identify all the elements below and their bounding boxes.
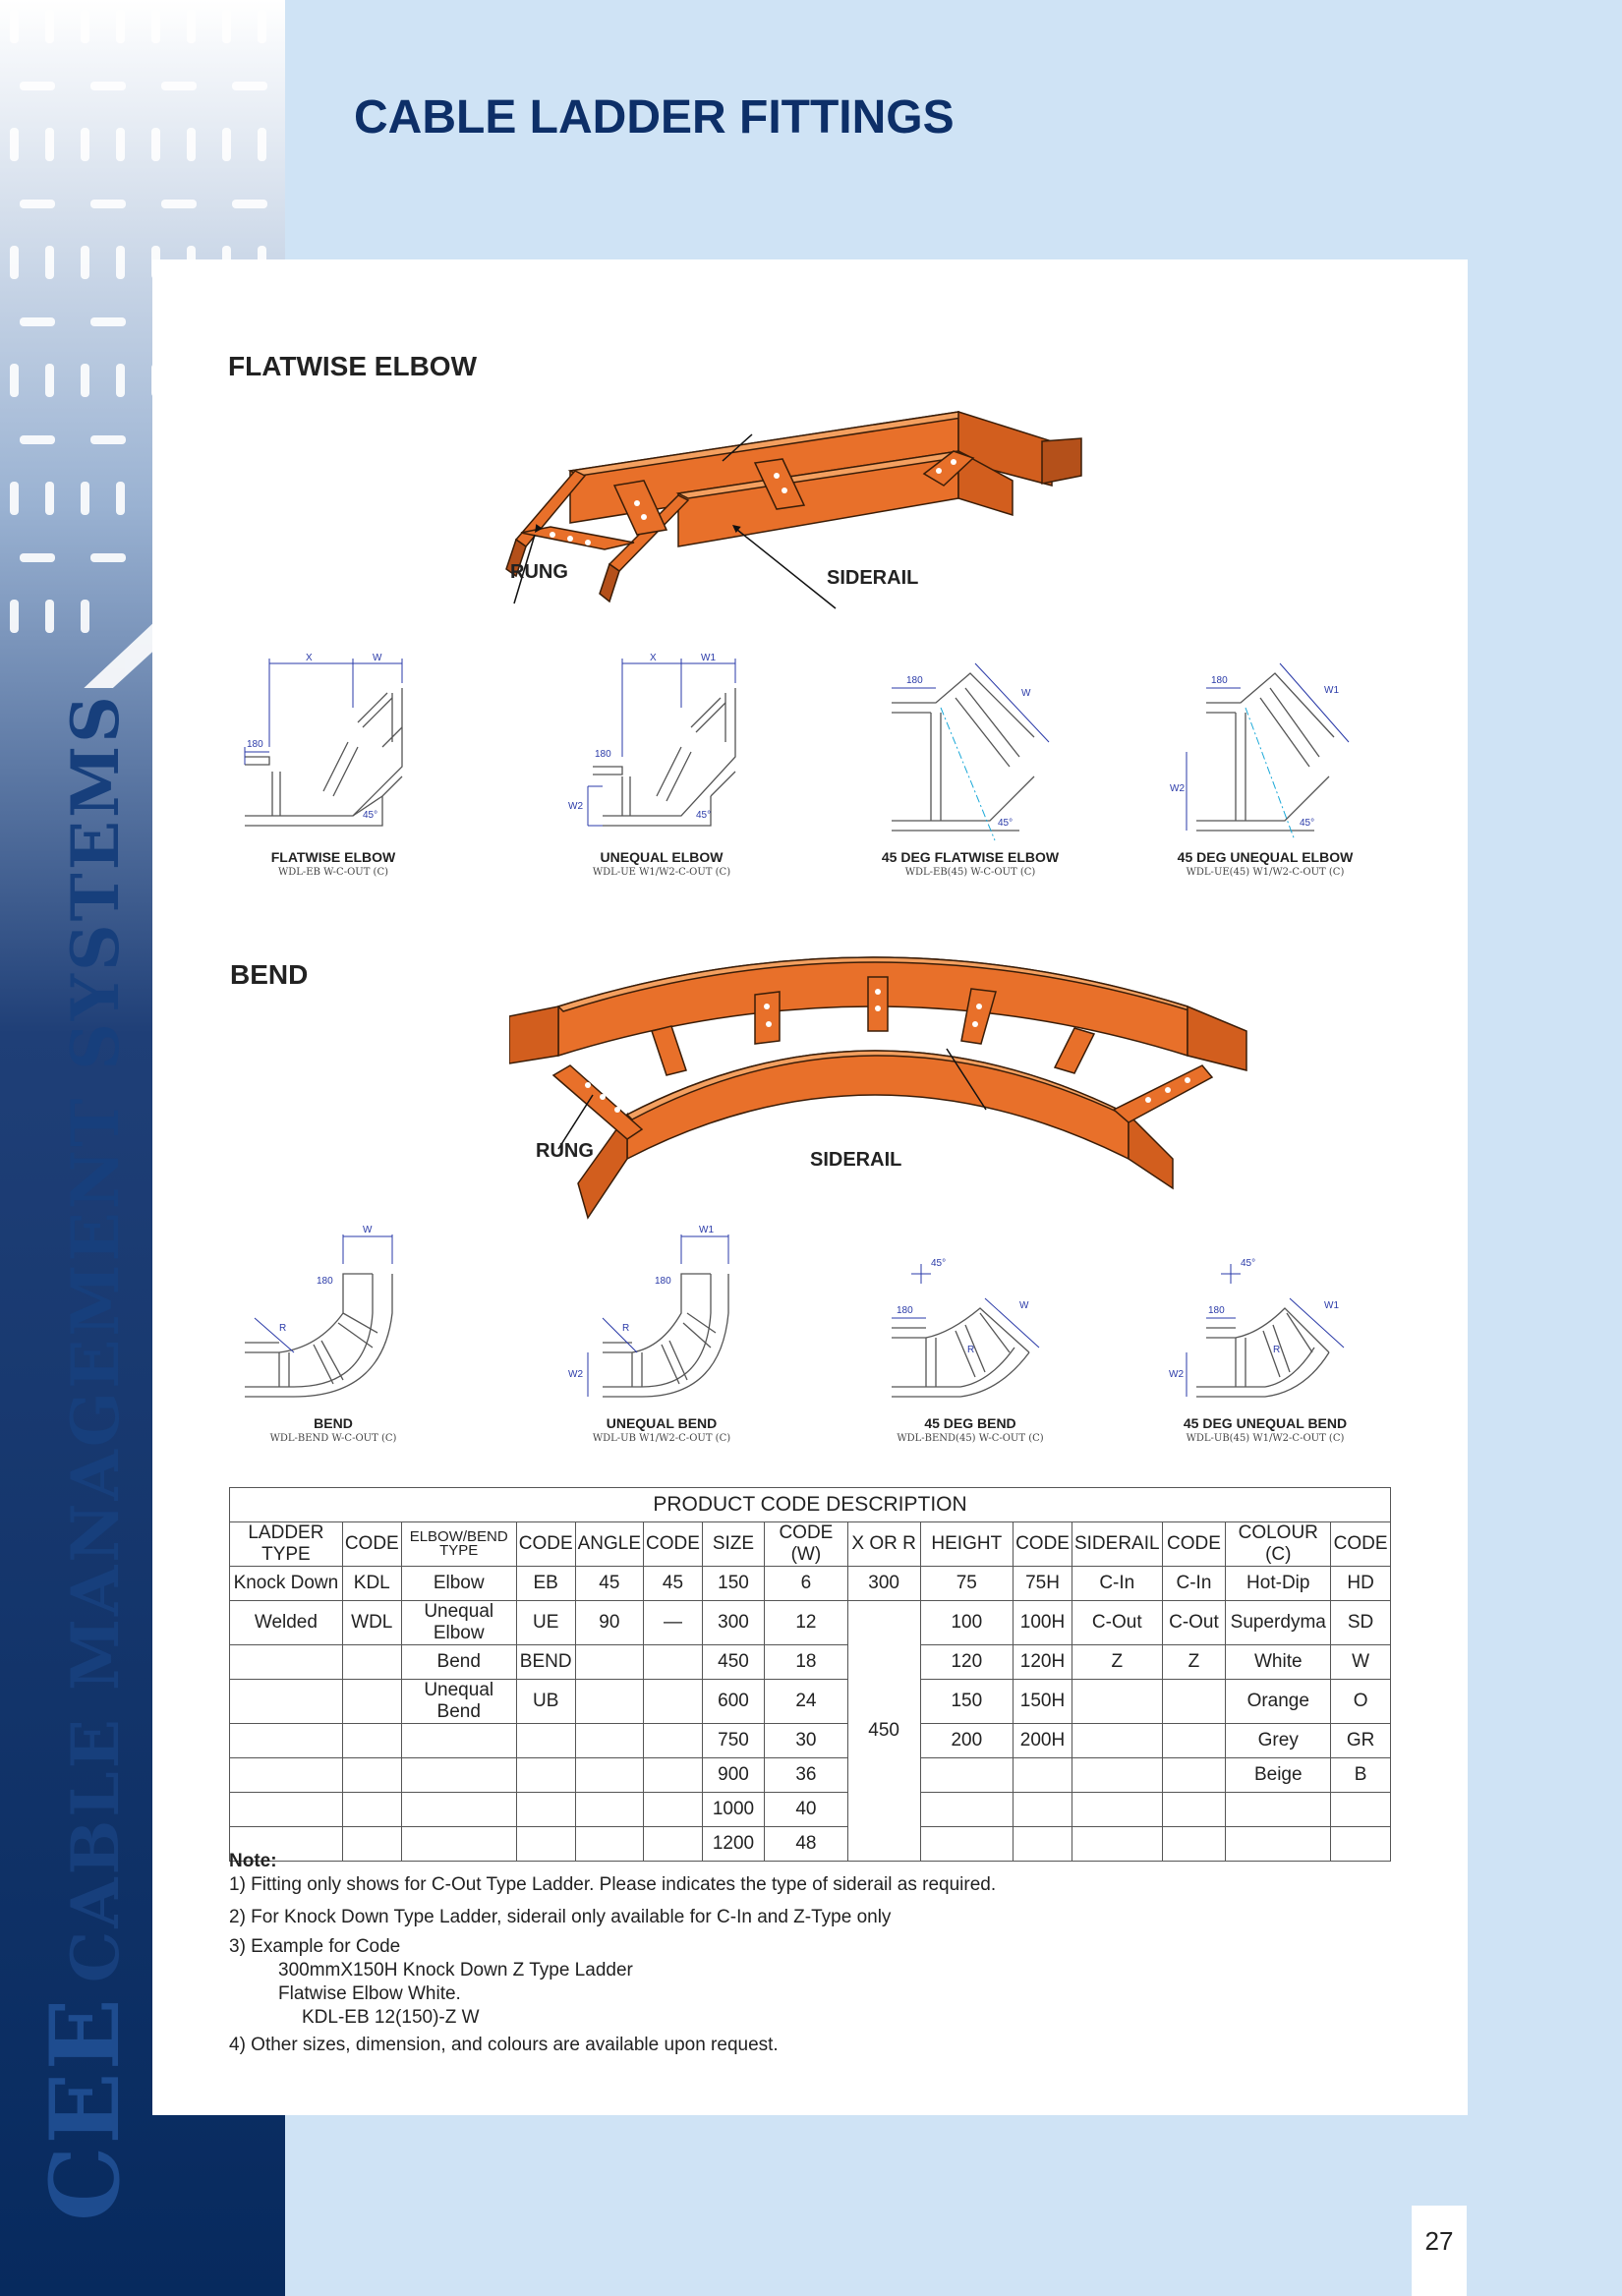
sidebar-brand (29, 693, 141, 2221)
table-cell (401, 1724, 516, 1758)
dim-w2: W2 (568, 801, 583, 812)
table-cell (401, 1793, 516, 1827)
table-cell: 600 (702, 1680, 764, 1724)
dim-w1: W1 (1324, 1300, 1339, 1311)
table-cell (1072, 1758, 1162, 1793)
table-cell: 12 (765, 1601, 848, 1645)
table-cell (516, 1758, 575, 1793)
table-cell: — (644, 1601, 703, 1645)
diagram-45-deg-flatwise-elbow (852, 649, 1088, 878)
dim-angle: 45° (696, 810, 712, 821)
merged-x-or-r-cell: 450 (847, 1601, 920, 1862)
dim-w2: W2 (1169, 1369, 1184, 1380)
dim-w: W (1019, 1300, 1029, 1311)
dim-180: 180 (247, 739, 263, 750)
notes-section (229, 1850, 1389, 2066)
table-cell: C-In (1162, 1567, 1226, 1601)
product-code-table (229, 1487, 1391, 1862)
diagram-label: BEND (314, 1415, 353, 1431)
table-cell: 45 (575, 1567, 643, 1601)
table-cell (644, 1758, 703, 1793)
note-2: 2) For Knock Down Type Ladder, siderail only available for C-In and Z-Type only (229, 1907, 892, 1927)
table-cell (575, 1680, 643, 1724)
table-cell: Beige (1226, 1758, 1331, 1793)
header-elbow-bend-type: ELBOW/BEND TYPE (401, 1522, 516, 1567)
table-cell (575, 1645, 643, 1680)
diagram-unequal-bend (544, 1215, 780, 1444)
table-cell: EB (516, 1567, 575, 1601)
dim-w: W (1021, 688, 1031, 699)
header-code-w: CODE (W) (765, 1522, 848, 1567)
unequal-bend-drawing (563, 1215, 760, 1411)
table-cell: UB (516, 1680, 575, 1724)
table-cell: Unequal Bend (401, 1680, 516, 1724)
note-3: 3) Example for Code (229, 1936, 401, 1957)
diagram-label: 45 DEG UNEQUAL ELBOW (1177, 849, 1354, 865)
dim-w: W (363, 1225, 373, 1235)
table-cell: Grey (1226, 1724, 1331, 1758)
dim-180: 180 (655, 1276, 671, 1287)
45-deg-unequal-bend-drawing (1167, 1215, 1363, 1411)
table-cell (230, 1680, 343, 1724)
table-cell (516, 1793, 575, 1827)
table-cell: 300 (847, 1567, 920, 1601)
dim-x: X (650, 653, 657, 663)
table-cell (644, 1680, 703, 1724)
header-height: HEIGHT (920, 1522, 1014, 1567)
table-cell (230, 1724, 343, 1758)
table-cell (575, 1758, 643, 1793)
header-x-or-r: X OR R (847, 1522, 920, 1567)
dim-r: R (622, 1323, 630, 1334)
table-cell: 24 (765, 1680, 848, 1724)
dim-180: 180 (317, 1276, 333, 1287)
table-cell: Unequal Elbow (401, 1601, 516, 1645)
table-cell: WDL (342, 1601, 401, 1645)
table-cell (920, 1758, 1014, 1793)
table-row (230, 1680, 1391, 1724)
section-heading-flatwise-elbow: FLATWISE ELBOW (228, 351, 477, 381)
dim-x: X (306, 653, 313, 663)
table-cell: 40 (765, 1793, 848, 1827)
table-cell: BEND (516, 1645, 575, 1680)
page-title: CABLE LADDER FITTINGS (354, 91, 955, 144)
table-row (230, 1645, 1391, 1680)
table-cell (1162, 1724, 1226, 1758)
diagram-code: WDL-EB(45) W-C-OUT (C) (904, 867, 1036, 878)
table-cell: 36 (765, 1758, 848, 1793)
page-number: 27 (1412, 2206, 1467, 2296)
header-code: CODE (1014, 1522, 1072, 1567)
table-cell: 150 (702, 1567, 764, 1601)
table-cell: 200 (920, 1724, 1014, 1758)
header-code: CODE (342, 1522, 401, 1567)
table-cell (1072, 1680, 1162, 1724)
header-colour: COLOUR (C) (1226, 1522, 1331, 1567)
dim-180: 180 (897, 1305, 913, 1316)
table-cell: 1200 (702, 1827, 764, 1862)
section-heading-bend: BEND (230, 959, 309, 990)
table-row (230, 1601, 1391, 1645)
table-cell: 1000 (702, 1793, 764, 1827)
brand-system-text: CABLE MANAGEMENT SYSTEMS (57, 693, 134, 1983)
dim-180: 180 (906, 675, 923, 686)
table-cell (644, 1724, 703, 1758)
table-cell: SD (1331, 1601, 1391, 1645)
diagram-label: 45 DEG FLATWISE ELBOW (881, 849, 1060, 865)
table-header-row (230, 1522, 1391, 1567)
bend-rung-callout: RUNG (536, 1140, 594, 1162)
table-cell (516, 1724, 575, 1758)
table-cell (342, 1724, 401, 1758)
diagram-bend (215, 1215, 451, 1444)
dim-180: 180 (1208, 1305, 1225, 1316)
note-3-line-3: KDL-EB 12(150)-Z W (302, 2007, 480, 2028)
header-code: CODE (1162, 1522, 1226, 1567)
table-row (230, 1758, 1391, 1793)
header-code: CODE (516, 1522, 575, 1567)
diagram-unequal-elbow (544, 649, 780, 878)
dim-r: R (967, 1345, 975, 1355)
diagram-code: WDL-UE W1/W2-C-OUT (C) (592, 867, 731, 878)
table-cell: Elbow (401, 1567, 516, 1601)
flatwise-elbow-drawing (235, 649, 432, 845)
diagram-code: WDL-UB(45) W1/W2-C-OUT (C) (1186, 1433, 1345, 1444)
table-cell: C-In (1072, 1567, 1162, 1601)
table-cell: W (1331, 1645, 1391, 1680)
dim-180: 180 (1211, 675, 1228, 686)
note-3-line-1: 300mmX150H Knock Down Z Type Ladder (278, 1960, 633, 1980)
dim-angle: 45° (1241, 1258, 1256, 1269)
table-row (230, 1793, 1391, 1827)
table-cell: 48 (765, 1827, 848, 1862)
table-cell (342, 1793, 401, 1827)
table-cell (1331, 1793, 1391, 1827)
header-angle: ANGLE (575, 1522, 643, 1567)
table-cell: 30 (765, 1724, 848, 1758)
dim-w1: W1 (701, 653, 716, 663)
table-cell (644, 1645, 703, 1680)
table-cell: O (1331, 1680, 1391, 1724)
table-row (230, 1724, 1391, 1758)
dim-r: R (279, 1323, 287, 1334)
table-cell (1226, 1793, 1331, 1827)
table-cell (1162, 1758, 1226, 1793)
table-cell (575, 1793, 643, 1827)
table-cell (920, 1793, 1014, 1827)
table-cell (1162, 1793, 1226, 1827)
header-code: CODE (1331, 1522, 1391, 1567)
diagram-code: WDL-BEND(45) W-C-OUT (C) (897, 1433, 1044, 1444)
dim-angle: 45° (1300, 818, 1315, 829)
dim-angle: 45° (998, 818, 1014, 829)
table-cell: C-Out (1162, 1601, 1226, 1645)
diagram-flatwise-elbow (215, 649, 451, 878)
table-cell (342, 1645, 401, 1680)
diagram-label: FLATWISE ELBOW (270, 849, 396, 865)
table-cell: HD (1331, 1567, 1391, 1601)
dim-angle: 45° (931, 1258, 947, 1269)
dim-w2: W2 (568, 1369, 583, 1380)
table-cell: 75 (920, 1567, 1014, 1601)
table-cell (230, 1793, 343, 1827)
content-panel (152, 259, 1468, 2115)
table-cell: Welded (230, 1601, 343, 1645)
table-cell (342, 1680, 401, 1724)
header-size: SIZE (702, 1522, 764, 1567)
elbow-rung-callout: RUNG (510, 561, 568, 583)
table-cell: Knock Down (230, 1567, 343, 1601)
note-4: 4) Other sizes, dimension, and colours are available upon request. (229, 2035, 779, 2055)
table-cell: UE (516, 1601, 575, 1645)
table-cell: 75H (1014, 1567, 1072, 1601)
table-caption: PRODUCT CODE DESCRIPTION (230, 1488, 1391, 1522)
table-cell (230, 1758, 343, 1793)
diagram-label: UNEQUAL ELBOW (600, 849, 724, 865)
table-cell: C-Out (1072, 1601, 1162, 1645)
table-cell: 18 (765, 1645, 848, 1680)
table-cell: Z (1162, 1645, 1226, 1680)
diagram-label: 45 DEG BEND (924, 1415, 1016, 1431)
bend-illustration (509, 947, 1256, 1242)
table-cell (575, 1724, 643, 1758)
note-3-line-2: Flatwise Elbow White. (278, 1983, 461, 2004)
diagram-45-deg-unequal-bend (1147, 1215, 1383, 1444)
table-cell: 200H (1014, 1724, 1072, 1758)
table-cell: 750 (702, 1724, 764, 1758)
table-cell: 450 (702, 1645, 764, 1680)
table-cell: 100 (920, 1601, 1014, 1645)
table-cell (230, 1645, 343, 1680)
dim-w: W (373, 653, 382, 663)
table-cell: 6 (765, 1567, 848, 1601)
table-cell: 150H (1014, 1680, 1072, 1724)
table-cell: Hot-Dip (1226, 1567, 1331, 1601)
table-cell (1072, 1724, 1162, 1758)
table-cell: 150 (920, 1680, 1014, 1724)
diagram-code: WDL-EB W-C-OUT (C) (277, 867, 389, 878)
table-cell (1014, 1793, 1072, 1827)
table-cell (401, 1758, 516, 1793)
dim-angle: 45° (363, 810, 378, 821)
table-cell (1072, 1793, 1162, 1827)
note-1: 1) Fitting only shows for C-Out Type Ladder. Please indicates the type of siderail as required. (229, 1874, 997, 1895)
bend-drawing (235, 1215, 432, 1411)
dim-w1: W1 (1324, 685, 1339, 696)
table-cell: 90 (575, 1601, 643, 1645)
table-cell (1014, 1758, 1072, 1793)
table-row (230, 1567, 1391, 1601)
table-cell: White (1226, 1645, 1331, 1680)
table-cell (644, 1793, 703, 1827)
header-ladder-type: LADDER TYPE (230, 1522, 343, 1567)
table-cell: 100H (1014, 1601, 1072, 1645)
45-deg-flatwise-elbow-drawing (872, 649, 1069, 845)
unequal-elbow-drawing (563, 649, 760, 845)
table-cell: Orange (1226, 1680, 1331, 1724)
table-cell: 120H (1014, 1645, 1072, 1680)
notes-title: Note: (229, 1851, 277, 1871)
diagram-code: WDL-BEND W-C-OUT (C) (269, 1433, 397, 1444)
dim-w1: W1 (699, 1225, 714, 1235)
45-deg-bend-drawing (872, 1215, 1069, 1411)
table-cell: Z (1072, 1645, 1162, 1680)
diagram-45-deg-unequal-elbow (1147, 649, 1383, 878)
dim-r: R (1273, 1345, 1281, 1355)
table-cell (1162, 1680, 1226, 1724)
table-cell: Superdyma (1226, 1601, 1331, 1645)
table-cell: 900 (702, 1758, 764, 1793)
table-cell (342, 1758, 401, 1793)
header-siderail: SIDERAIL (1072, 1522, 1162, 1567)
brand-logo-text: CEE (29, 1996, 141, 2221)
table-cell: 120 (920, 1645, 1014, 1680)
bend-siderail-callout: SIDERAIL (810, 1149, 902, 1171)
dim-w2: W2 (1170, 783, 1185, 794)
diagram-label: UNEQUAL BEND (606, 1415, 718, 1431)
table-cell: 300 (702, 1601, 764, 1645)
diagram-code: WDL-UB W1/W2-C-OUT (C) (592, 1433, 731, 1444)
table-cell: Bend (401, 1645, 516, 1680)
table-cell: B (1331, 1758, 1391, 1793)
diagram-45-deg-bend (852, 1215, 1088, 1444)
dim-180: 180 (595, 749, 611, 760)
header-code: CODE (644, 1522, 703, 1567)
table-cell: GR (1331, 1724, 1391, 1758)
45-deg-unequal-elbow-drawing (1167, 649, 1363, 845)
diagram-code: WDL-UE(45) W1/W2-C-OUT (C) (1186, 867, 1345, 878)
diagram-label: 45 DEG UNEQUAL BEND (1183, 1415, 1348, 1431)
table-cell: 45 (644, 1567, 703, 1601)
elbow-siderail-callout: SIDERAIL (827, 567, 919, 589)
table-cell: KDL (342, 1567, 401, 1601)
